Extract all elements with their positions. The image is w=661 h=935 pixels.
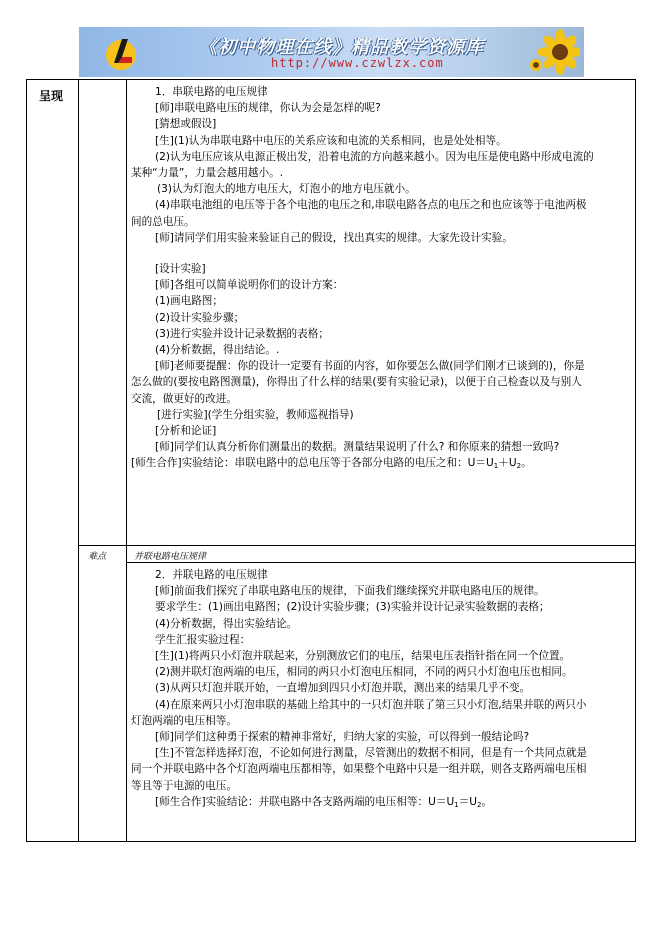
parallel-conclusion: [师生合作]实验结论：并联电路中各支路两端的电压相等：$U=U_1=U_2$。 (155, 795, 493, 809)
text-line: 等且等于电源的电压。 (131, 779, 237, 792)
text-line: (3)认为灯泡大的地方电压大，灯泡小的地方电压就小。 (157, 183, 416, 196)
text-line: 同一个并联电路中各个灯泡两端电压都相等，如果整个电路中只是一组并联，则各支路两端电压相 (131, 763, 587, 776)
text-line: 交流，做更好的改进。 (131, 392, 237, 405)
text-line: 某种“力量”，力量会越用越小。. (131, 167, 284, 180)
text-line: 要求学生：(1)画出电路图；(2)设计实验步骤；(3)实验并设计记录实验数据的表格； (155, 601, 550, 614)
text-line: (2)测并联灯泡两端的电压，相同的两只小灯泡电压相同，不同的两只小灯泡电压也相同。 (155, 666, 573, 679)
text-line: [师]串联电路电压的规律，你认为会是怎样的呢? (155, 102, 381, 115)
row-divider-2 (126, 562, 635, 563)
text-line: 间的总电压。 (131, 215, 195, 228)
section-heading: 1．串联电路的电压规律 (155, 86, 268, 98)
text-line: [师]同学们这种勇于探索的精神非常好，归纳大家的实验，可以得到一般结论吗? (155, 731, 530, 744)
text-line: [师]各组可以简单说明你们的设计方案： (155, 279, 344, 292)
text-line: [分析和论证] (155, 425, 217, 438)
text-line: (2)设计实验步骤； (155, 311, 245, 324)
text-line: [设计实验] (155, 263, 206, 276)
text-line: [师]老师要提醒：你的设计一定要有书面的内容，如你要怎么做(同学们刚才已谈到的)，你是 (155, 360, 585, 373)
column-divider-2 (126, 80, 127, 841)
text-line: [猜想或假设] (155, 118, 217, 131)
text-line: [生](1)将两只小灯泡并联起来，分别测放它们的电压，结果电压表指针指在同一个位置。 (155, 650, 571, 663)
text-line: (4)分析数据，得出结论。. (155, 344, 280, 357)
site-title: 《初中物理在线》精品教学资源库 (199, 37, 484, 58)
section-heading: 2．并联电路的电压规律 (155, 569, 268, 581)
sunflower-icon (528, 29, 580, 75)
text-line: [生](1)认为串联电路中电压的关系应该和电流的关系相同，也是处处相等。 (155, 134, 507, 147)
text-line: (3)从两只灯泡并联开始，一直增加到四只小灯泡并联，测出来的结果几乎不变。 (155, 682, 531, 695)
text-line: [生]不管怎样选择灯泡，不论如何进行测量，尽管测出的数据不相同，但是有一个共同点就是 (155, 747, 588, 760)
text-line: 怎么做的(要按电路图测量)，你得出了什么样的结果(要有实验记录)，以便于自己检查以及与别人 (131, 376, 582, 389)
text-line: (3)进行实验并设计记录数据的表格； (155, 327, 329, 340)
text-line: [师]同学们认真分析你们测量出的数据。测量结果说明了什么? 和你原来的猜想一致吗? (155, 441, 560, 454)
text-line: [师]请同学们用实验来验证自己的假设，找出真实的规律。大家先设计实验。 (155, 231, 513, 244)
parallel-circuit-section (131, 567, 587, 810)
text-line: (1)画电路图； (155, 295, 223, 308)
text-line: (2)认为电压应该从电源正极出发，沿着电流的方向越来越小。因为电压是使电路中形成电流的 (155, 150, 594, 163)
site-logo-icon (101, 33, 141, 73)
text-line: (4)在原来两只小灯泡串联的基础上给其中的一只灯泡并联了第三只小灯泡,结果并联的两只小 (155, 698, 587, 711)
text-line: (4)分析数据，得出实验结论。 (155, 617, 298, 630)
text-line: [师]前面我们探究了串联电路电压的规律，下面我们继续探究并联电路电压的规律。 (155, 585, 545, 598)
site-url[interactable]: http://www.czwlzx.com (271, 56, 444, 70)
presentation-label: 呈现 (39, 89, 64, 103)
series-conclusion: [师生合作]实验结论：串联电路中的总电压等于各部分电路的电压之和：$U=U_1+U_2$。 (131, 457, 532, 471)
text-line: 学生汇报实验过程： (155, 633, 251, 646)
text-line: (4)串联电池组的电压等于各个电池的电压之和,串联电路各点的电压之和也应该等于电池两极 (155, 199, 587, 212)
text-line: 灯泡两端的电压相等。 (131, 714, 237, 727)
column-divider-1 (78, 80, 79, 841)
header-banner (79, 27, 584, 77)
text-line: [进行实验](学生分组实验，教师巡视指导) (157, 408, 354, 421)
parallel-subhead: 并联电路电压规律 (134, 552, 207, 562)
series-circuit-section (131, 84, 594, 472)
row-divider-1 (78, 545, 635, 546)
difficulty-label: 难点 (88, 552, 107, 562)
